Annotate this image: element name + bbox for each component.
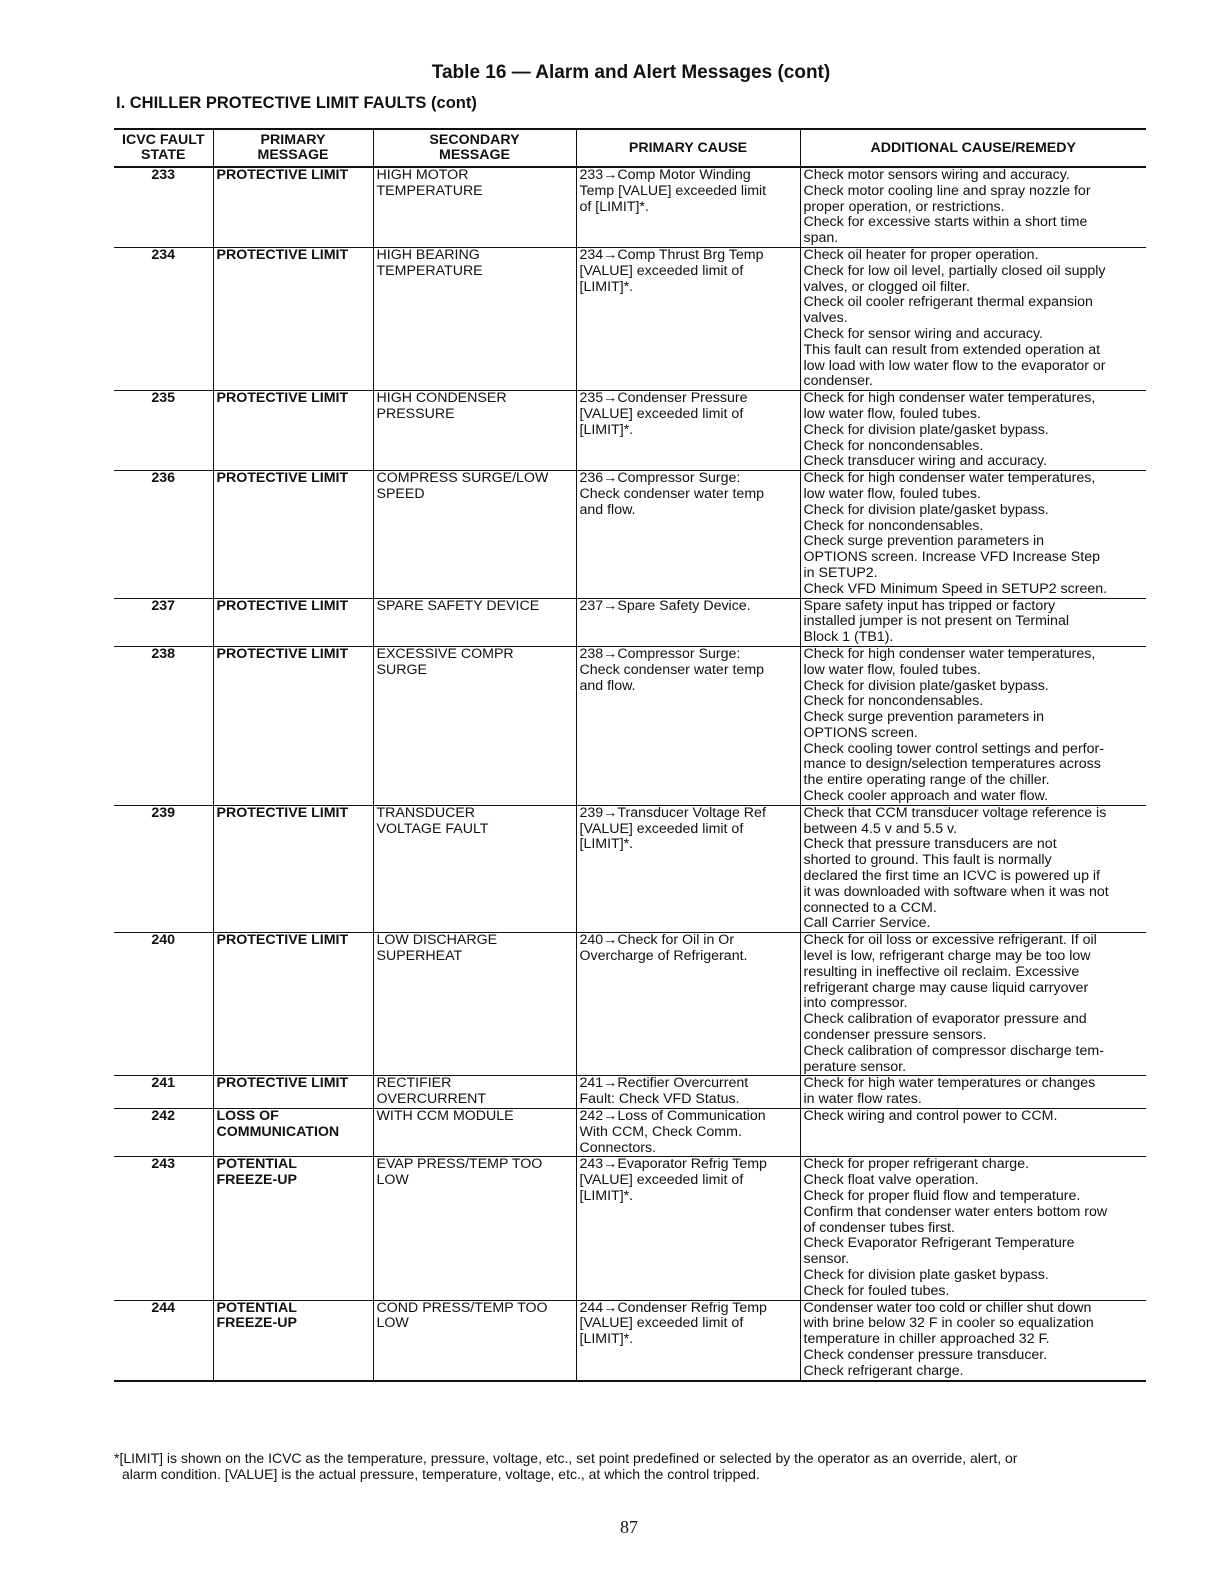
- table-row: [114, 167, 1146, 247]
- table-row: [114, 646, 1146, 805]
- secondary-message-cell: [373, 646, 576, 805]
- primary-cause-line: 238→Compressor Surge:: [579, 645, 741, 662]
- fault-state-cell: 240: [114, 933, 213, 1076]
- primary-cause-line: [LIMIT]*.: [579, 1188, 634, 1204]
- remedy-line: Check for high water temperatures or changes: [803, 1075, 1096, 1092]
- fault-state-cell: 234: [114, 247, 213, 390]
- primary-cause-line: 235→Condenser Pressure: [579, 390, 748, 407]
- primary-message-cell: [213, 1109, 373, 1157]
- primary-message-line: PROTECTIVE LIMIT: [216, 804, 349, 821]
- remedy-line: Check cooling tower control settings and perfor-: [803, 740, 1104, 757]
- secondary-message-line: TEMPERATURE: [376, 182, 483, 199]
- remedy-line: mance to design/selection temperatures across: [803, 756, 1101, 773]
- primary-cause-line: 244→Condenser Refrig Temp: [579, 1299, 767, 1316]
- secondary-message-cell: [373, 247, 576, 390]
- primary-message-line: POTENTIAL: [216, 1156, 297, 1173]
- primary-message-line: PROTECTIVE LIMIT: [216, 167, 349, 183]
- remedy-line: it was downloaded with software when it was not: [803, 883, 1109, 900]
- primary-message-cell: [213, 167, 373, 247]
- secondary-message-line: LOW DISCHARGE: [376, 932, 498, 949]
- remedy-line: Check for sensor wiring and accuracy.: [803, 325, 1043, 342]
- secondary-message-cell: [373, 391, 576, 471]
- primary-cause-cell: [576, 646, 800, 805]
- primary-cause-line: of [LIMIT]*.: [579, 198, 649, 215]
- remedy-line: Check VFD Minimum Speed in SETUP2 screen.: [803, 580, 1108, 597]
- primary-cause-cell: [576, 1157, 800, 1300]
- remedy-line: perature sensor.: [803, 1058, 907, 1075]
- remedy-line: the entire operating range of the chiller.: [803, 772, 1050, 789]
- primary-cause-line: 236→Compressor Surge:: [579, 470, 741, 487]
- header-secondary-line: SECONDARY: [429, 132, 520, 148]
- fault-state-cell: 241: [114, 1076, 213, 1109]
- primary-message-line: FREEZE-UP: [216, 1315, 297, 1332]
- remedy-line: Check that pressure transducers are not: [803, 836, 1057, 853]
- remedy-line: Check for oil loss or excessive refrigerant. If oil: [803, 932, 1097, 949]
- fault-state-cell: 237: [114, 598, 213, 646]
- remedy-line: low load with low water flow to the evaporator or: [803, 357, 1106, 374]
- fault-state-cell: 242: [114, 1109, 213, 1157]
- primary-cause-line: [VALUE] exceeded limit of: [579, 262, 744, 279]
- secondary-message-line: HIGH CONDENSER: [376, 390, 507, 407]
- primary-cause-line: [LIMIT]*.: [579, 1331, 634, 1348]
- remedy-line: Check float valve operation.: [803, 1172, 979, 1189]
- header-primary-line: MESSAGE: [257, 147, 329, 163]
- table-title: Table 16 — Alarm and Alert Messages (cont): [431, 62, 831, 83]
- primary-message-line: FREEZE-UP: [216, 1172, 297, 1189]
- secondary-message-line: HIGH MOTOR: [376, 167, 469, 183]
- table-row: [114, 247, 1146, 390]
- remedy-cell: [800, 247, 1146, 390]
- header-primary-line: PRIMARY: [260, 132, 326, 148]
- header-state: [114, 129, 213, 167]
- secondary-message-line: EXCESSIVE COMPR: [376, 645, 514, 662]
- remedy-line: Check condenser pressure transducer.: [803, 1346, 1048, 1363]
- remedy-line: Check wiring and control power to CCM.: [803, 1108, 1058, 1125]
- remedy-cell: [800, 805, 1146, 932]
- remedy-line: span.: [803, 230, 839, 247]
- primary-cause-cell: [576, 1300, 800, 1380]
- secondary-message-line: SPARE SAFETY DEVICE: [376, 597, 540, 614]
- remedy-line: valves.: [803, 310, 848, 327]
- secondary-message-line: RECTIFIER: [376, 1075, 452, 1092]
- primary-message-cell: [213, 646, 373, 805]
- remedy-cell: [800, 1300, 1146, 1380]
- primary-cause-cell: [576, 933, 800, 1076]
- primary-cause-line: [VALUE] exceeded limit of: [579, 1172, 744, 1189]
- remedy-line: Check transducer wiring and accuracy.: [803, 453, 1047, 470]
- page-number: 87: [620, 1517, 638, 1537]
- remedy-line: level is low, refrigerant charge may be too low: [803, 948, 1091, 965]
- remedy-cell: [800, 1157, 1146, 1300]
- remedy-line: condenser.: [803, 373, 873, 390]
- secondary-message-cell: [373, 1157, 576, 1300]
- table-row: [114, 598, 1146, 646]
- primary-message-cell: [213, 1076, 373, 1109]
- primary-cause-cell: [576, 167, 800, 247]
- remedy-line: Check cooler approach and water flow.: [803, 788, 1048, 805]
- remedy-line: in SETUP2.: [803, 564, 878, 581]
- remedy-line: with brine below 32 F in cooler so equalization: [803, 1315, 1094, 1332]
- remedy-line: resulting in ineffective oil reclaim. Excessive: [803, 963, 1080, 980]
- remedy-line: sensor.: [803, 1251, 850, 1268]
- primary-cause-cell: [576, 247, 800, 390]
- remedy-cell: [800, 598, 1146, 646]
- fault-state-cell: 243: [114, 1157, 213, 1300]
- secondary-message-line: COMPRESS SURGE/LOW: [376, 470, 549, 487]
- primary-cause-line: Fault: Check VFD Status.: [579, 1091, 740, 1108]
- primary-cause-line: 237→Spare Safety Device.: [579, 597, 751, 614]
- header-remedy: ADDITIONAL CAUSE/REMEDY: [800, 129, 1146, 167]
- remedy-line: Condenser water too cold or chiller shut down: [803, 1299, 1092, 1316]
- remedy-line: Check for division plate/gasket bypass.: [803, 677, 1049, 694]
- secondary-message-cell: [373, 598, 576, 646]
- table-row: [114, 1076, 1146, 1109]
- remedy-line: Check for proper fluid flow and temperature.: [803, 1188, 1081, 1204]
- secondary-message-line: LOW: [376, 1315, 409, 1332]
- primary-message-line: PROTECTIVE LIMIT: [216, 645, 349, 662]
- fault-state-cell: 235: [114, 391, 213, 471]
- remedy-line: between 4.5 v and 5.5 v.: [803, 820, 958, 837]
- secondary-message-cell: [373, 805, 576, 932]
- primary-cause-cell: [576, 1109, 800, 1157]
- remedy-cell: [800, 391, 1146, 471]
- remedy-line: refrigerant charge may cause liquid carryover: [803, 979, 1089, 996]
- remedy-line: OPTIONS screen. Increase VFD Increase Step: [803, 549, 1100, 566]
- remedy-line: declared the first time an ICVC is powered up if: [803, 868, 1100, 885]
- primary-message-cell: [213, 1157, 373, 1300]
- secondary-message-line: WITH CCM MODULE: [376, 1108, 514, 1125]
- primary-cause-cell: [576, 391, 800, 471]
- remedy-line: Check surge prevention parameters in: [803, 709, 1045, 726]
- secondary-message-cell: [373, 1076, 576, 1109]
- header-primary-message: [213, 129, 373, 167]
- primary-cause-line: Check condenser water temp: [579, 485, 765, 502]
- remedy-line: proper operation, or restrictions.: [803, 198, 1005, 215]
- remedy-cell: [800, 1109, 1146, 1157]
- primary-cause-line: Overcharge of Refrigerant.: [579, 948, 748, 965]
- primary-cause-line: 241→Rectifier Overcurrent: [579, 1075, 749, 1092]
- remedy-line: shorted to ground. This fault is normally: [803, 852, 1052, 869]
- remedy-line: This fault can result from extended operation at: [803, 341, 1101, 358]
- secondary-message-line: LOW: [376, 1172, 409, 1189]
- primary-cause-line: Check condenser water temp: [579, 661, 765, 678]
- secondary-message-cell: [373, 1300, 576, 1380]
- header-secondary-line: MESSAGE: [439, 147, 510, 163]
- alarm-table: [114, 128, 1146, 1382]
- remedy-line: Check for division plate/gasket bypass.: [803, 501, 1049, 518]
- primary-cause-cell: [576, 598, 800, 646]
- remedy-line: connected to a CCM.: [803, 899, 937, 916]
- remedy-line: Check that CCM transducer voltage reference is: [803, 804, 1107, 821]
- secondary-message-line: SURGE: [376, 661, 427, 678]
- remedy-line: Block 1 (TB1).: [803, 629, 894, 646]
- primary-cause-line: [VALUE] exceeded limit of: [579, 405, 744, 422]
- secondary-message-cell: [373, 471, 576, 598]
- primary-message-cell: [213, 391, 373, 471]
- table-header: [114, 129, 1146, 167]
- section-subtitle: I. CHILLER PROTECTIVE LIMIT FAULTS (cont): [116, 94, 477, 112]
- primary-cause-line: 243→Evaporator Refrig Temp: [579, 1156, 767, 1173]
- remedy-line: Check Evaporator Refrigerant Temperature: [803, 1235, 1075, 1252]
- remedy-cell: [800, 471, 1146, 598]
- header-primary-cause: PRIMARY CAUSE: [576, 129, 800, 167]
- footnote: [114, 1450, 1150, 1482]
- remedy-line: Check for division plate/gasket bypass.: [803, 421, 1049, 438]
- primary-cause-line: [LIMIT]*.: [579, 421, 634, 438]
- table-row: [114, 1157, 1146, 1300]
- remedy-line: low water flow, fouled tubes.: [803, 661, 981, 678]
- primary-cause-cell: [576, 1076, 800, 1109]
- remedy-line: temperature in chiller approached 32 F.: [803, 1331, 1050, 1348]
- remedy-line: Check oil heater for proper operation.: [803, 246, 1039, 263]
- secondary-message-line: VOLTAGE FAULT: [376, 820, 489, 837]
- remedy-line: in water flow rates.: [803, 1091, 922, 1108]
- primary-cause-line: 239→Transducer Voltage Ref: [579, 804, 766, 821]
- footnote-line: *[LIMIT] is shown on the ICVC as the temperature, pressure, voltage, etc., set point predefined or selected by the operator as an override, alert, or: [114, 1450, 1018, 1466]
- primary-message-line: PROTECTIVE LIMIT: [216, 1075, 349, 1092]
- primary-cause-line: [LIMIT]*.: [579, 278, 634, 295]
- remedy-cell: [800, 167, 1146, 247]
- remedy-line: Call Carrier Service.: [803, 915, 931, 932]
- primary-cause-line: and flow.: [579, 677, 636, 694]
- primary-cause-cell: [576, 805, 800, 932]
- remedy-line: Check for excessive starts within a short time: [803, 214, 1088, 231]
- primary-cause-line: [LIMIT]*.: [579, 836, 634, 853]
- primary-message-cell: [213, 247, 373, 390]
- remedy-cell: [800, 1076, 1146, 1109]
- secondary-message-line: OVERCURRENT: [376, 1091, 487, 1108]
- primary-message-line: PROTECTIVE LIMIT: [216, 246, 349, 263]
- secondary-message-line: COND PRESS/TEMP TOO: [376, 1299, 548, 1316]
- remedy-cell: [800, 646, 1146, 805]
- fault-state-cell: 236: [114, 471, 213, 598]
- header-secondary-message: [373, 129, 576, 167]
- remedy-line: Check refrigerant charge.: [803, 1362, 964, 1379]
- remedy-line: condenser pressure sensors.: [803, 1027, 987, 1044]
- primary-message-cell: [213, 1300, 373, 1380]
- primary-cause-line: With CCM, Check Comm.: [579, 1123, 742, 1140]
- remedy-line: Spare safety input has tripped or factory: [803, 597, 1056, 614]
- remedy-line: Check for high condenser water temperatures,: [803, 645, 1096, 662]
- secondary-message-cell: [373, 167, 576, 247]
- remedy-line: Check calibration of compressor discharge tem-: [803, 1042, 1104, 1059]
- remedy-line: Check for proper refrigerant charge.: [803, 1156, 1030, 1173]
- primary-cause-line: 242→Loss of Communication: [579, 1108, 766, 1125]
- remedy-line: low water flow, fouled tubes.: [803, 405, 981, 422]
- remedy-line: Check for noncondensables.: [803, 693, 984, 710]
- fault-state-cell: 244: [114, 1300, 213, 1380]
- remedy-line: valves, or clogged oil filter.: [803, 278, 970, 295]
- fault-state-cell: 233: [114, 167, 213, 247]
- primary-message-cell: [213, 805, 373, 932]
- secondary-message-line: HIGH BEARING: [376, 246, 480, 263]
- primary-message-line: PROTECTIVE LIMIT: [216, 390, 349, 407]
- remedy-line: into compressor.: [803, 995, 908, 1012]
- remedy-line: Check for high condenser water temperatures,: [803, 390, 1096, 407]
- remedy-line: Check for fouled tubes.: [803, 1282, 950, 1299]
- primary-message-cell: [213, 471, 373, 598]
- remedy-line: Check for low oil level, partially closed oil supply: [803, 262, 1106, 279]
- remedy-line: Confirm that condenser water enters bottom row: [803, 1203, 1108, 1220]
- primary-cause-line: [VALUE] exceeded limit of: [579, 1315, 744, 1332]
- primary-cause-cell: [576, 471, 800, 598]
- remedy-cell: [800, 933, 1146, 1076]
- primary-message-line: COMMUNICATION: [216, 1123, 340, 1140]
- remedy-line: Check surge prevention parameters in: [803, 533, 1045, 550]
- remedy-line: Check for division plate gasket bypass.: [803, 1266, 1049, 1283]
- primary-message-line: POTENTIAL: [216, 1299, 297, 1316]
- table-body: [114, 167, 1146, 1381]
- table-row: [114, 805, 1146, 932]
- header-state-line: ICVC FAULT: [122, 132, 205, 148]
- table-row: [114, 471, 1146, 598]
- remedy-line: Check for high condenser water temperatures,: [803, 470, 1096, 487]
- primary-message-cell: [213, 933, 373, 1076]
- primary-cause-line: 240→Check for Oil in Or: [579, 932, 735, 949]
- table-row: [114, 1300, 1146, 1380]
- secondary-message-line: EVAP PRESS/TEMP TOO: [376, 1156, 543, 1173]
- remedy-line: Check for noncondensables.: [803, 517, 984, 534]
- primary-cause-line: [VALUE] exceeded limit of: [579, 820, 744, 837]
- table-row: [114, 1109, 1146, 1157]
- primary-message-line: PROTECTIVE LIMIT: [216, 597, 349, 614]
- table-row: [114, 933, 1146, 1076]
- secondary-message-line: TEMPERATURE: [376, 262, 483, 279]
- primary-cause-line: 233→Comp Motor Winding: [579, 167, 751, 183]
- remedy-line: OPTIONS screen.: [803, 724, 918, 741]
- secondary-message-cell: [373, 1109, 576, 1157]
- primary-cause-line: 234→Comp Thrust Brg Temp: [579, 246, 764, 263]
- header-state-line: STATE: [141, 147, 186, 163]
- remedy-line: Check calibration of evaporator pressure and: [803, 1011, 1087, 1028]
- remedy-line: Check for noncondensables.: [803, 437, 984, 454]
- table-row: [114, 391, 1146, 471]
- remedy-line: low water flow, fouled tubes.: [803, 485, 981, 502]
- primary-message-line: PROTECTIVE LIMIT: [216, 470, 349, 487]
- secondary-message-line: SPEED: [376, 485, 425, 502]
- remedy-line: Check oil cooler refrigerant thermal expansion: [803, 294, 1093, 311]
- primary-cause-line: Temp [VALUE] exceeded limit: [579, 182, 767, 199]
- secondary-message-line: PRESSURE: [376, 405, 455, 422]
- secondary-message-line: SUPERHEAT: [376, 948, 463, 965]
- primary-message-line: PROTECTIVE LIMIT: [216, 932, 349, 949]
- footnote-line: alarm condition. [VALUE] is the actual pressure, temperature, voltage, etc., at which the control tripped.: [122, 1466, 760, 1482]
- secondary-message-line: TRANSDUCER: [376, 804, 476, 821]
- remedy-line: installed jumper is not present on Terminal: [803, 613, 1069, 630]
- primary-cause-line: Connectors.: [579, 1139, 656, 1156]
- primary-message-cell: [213, 598, 373, 646]
- primary-cause-line: and flow.: [579, 501, 636, 518]
- remedy-line: of condenser tubes first.: [803, 1219, 955, 1236]
- secondary-message-cell: [373, 933, 576, 1076]
- fault-state-cell: 239: [114, 805, 213, 932]
- fault-state-cell: 238: [114, 646, 213, 805]
- primary-message-line: LOSS OF: [216, 1108, 279, 1125]
- remedy-line: Check motor sensors wiring and accuracy.: [803, 167, 1070, 183]
- remedy-line: Check motor cooling line and spray nozzle for: [803, 182, 1091, 199]
